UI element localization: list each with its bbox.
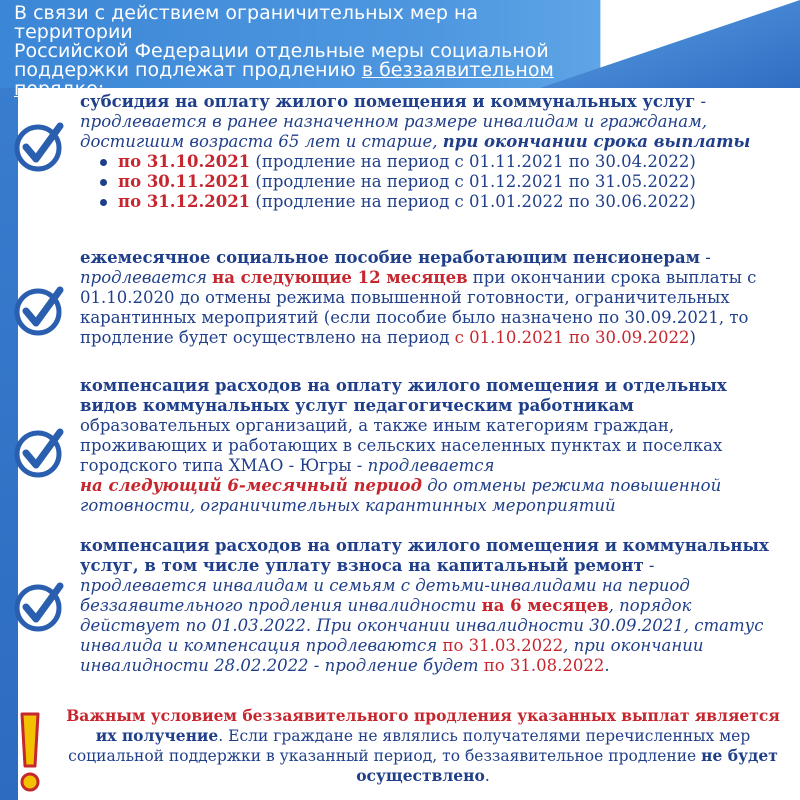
measure-item-3-text: компенсация расходов на оплату жилого помещения и отдельных видов коммунальных услуг педагогическим работникам образовательных организаций, а также иным категориям граждан, проживающих и работающих в сельских населенных пунктах и поселках городского типа ХМАО - Югры - продлевается на следующий 6-месячный период до отмены режима повышенной готовности, ограничительных карантинных мероприятий — [80, 376, 727, 515]
measure-item-3 — [0, 376, 800, 526]
measure-item-2-text: ежемесячное социальное пособие неработающим пенсионерам - продлевается на следующие 12 месяцев при окончании срока выплаты с 01.10.2020 до отмены режима повышенной готовности, ограничительных карантинных мероприятий (если пособие было назначено по 30.09.2021, то продление будет осуществлено на период с 01.10.2021 по 30.09.2022) — [80, 248, 757, 347]
list-item: по 30.11.2021 (продление на период с 01.12.2021 по 31.05.2022) — [98, 172, 786, 192]
list-item: по 31.12.2021 (продление на период с 01.01.2022 по 30.06.2022) — [98, 192, 786, 212]
warning-text: Важным условием беззаявительного продления указанных выплат является их получение. Если граждане не являлись получателями перечисленных мер социальной поддержки в указанный период, то беззаявительное продление не будет осуществлено. — [66, 706, 780, 785]
check-circle-icon — [14, 580, 66, 632]
measure-item-4-text: компенсация расходов на оплату жилого помещения и коммунальных услуг, в том числе уплату взноса на капитальный ремонт - продлевается инвалидам и семьям с детьми-инвалидами на период беззаявительного продления инвалидности на 6 месяцев, порядок действует по 01.03.2022. При окончании инвалидности 30.09.2021, статус инвалида и компенсация продлеваются по 31.03.2022, при окончании инвалидности 28.02.2022 - продление будет по 31.08.2022. — [80, 536, 769, 675]
exclamation-icon — [16, 710, 44, 794]
measure-item-4 — [0, 536, 800, 702]
check-circle-icon — [14, 284, 66, 336]
date-bullet-list — [98, 152, 786, 212]
check-circle-icon — [14, 426, 66, 478]
check-circle-icon — [14, 120, 66, 172]
warning-block — [0, 706, 800, 800]
list-item: по 31.10.2021 (продление на период с 01.11.2021 по 30.04.2022) — [98, 152, 786, 172]
measure-item-1-text: субсидия на оплату жилого помещения и коммунальных услуг - продлевается в ранее назначенном размере инвалидам и гражданам, достигшим возраста 65 лет и старше, при окончании срока выплаты по 31.10.2021 (продление на период с 01.11.2021 по 30.04.2022) по 30.11.2021 (продление на период с 01.12.2021 по 31.05.2022) по 31.12.2021 (продление на период с 01.01.2022 по 30.06.2022) — [80, 92, 786, 212]
measure-item-1 — [0, 92, 800, 242]
measure-item-2 — [0, 248, 800, 370]
header-banner — [0, 0, 800, 100]
header-title: В связи с действием ограничительных мер на территории Российской Федерации отдельные меры социальной поддержки подлежат продлению в беззаявительном порядке: — [14, 2, 554, 100]
